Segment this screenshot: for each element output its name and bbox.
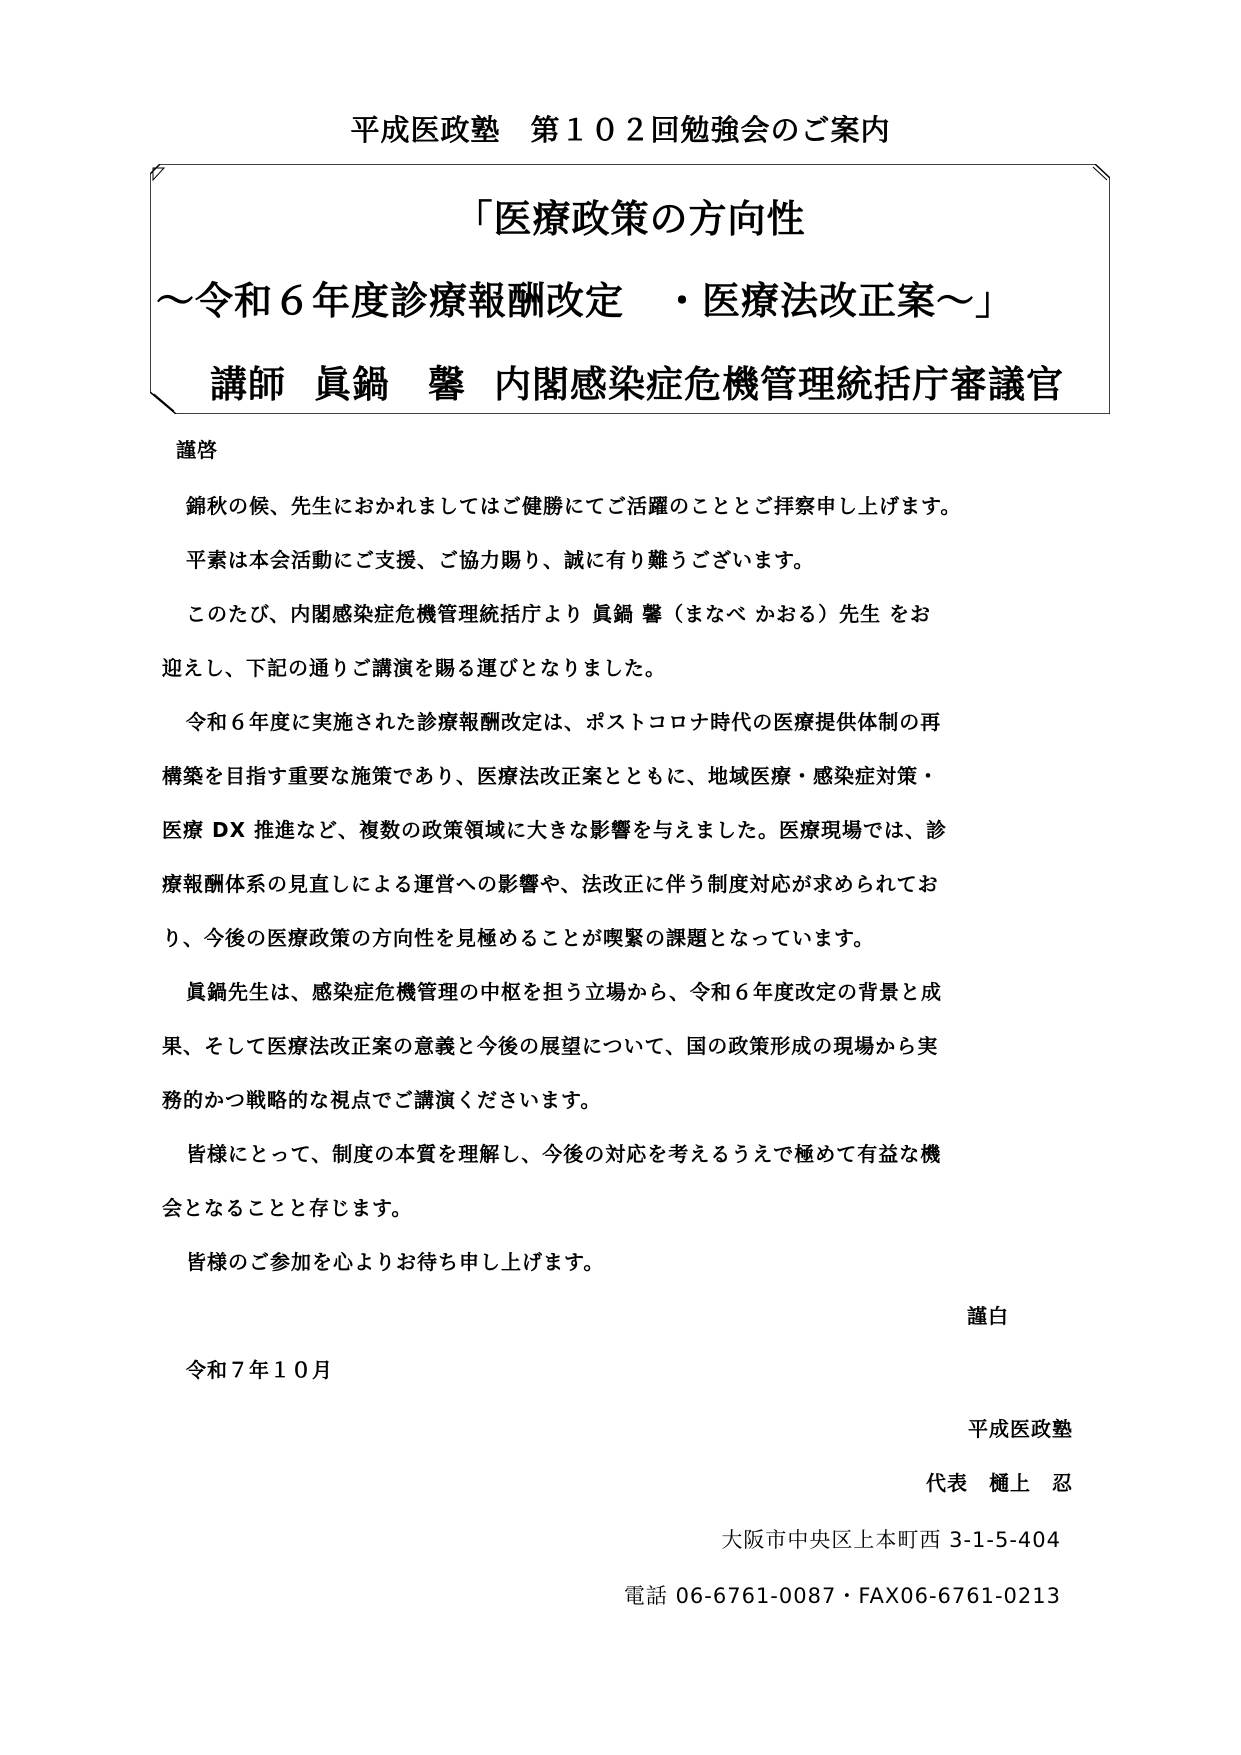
sender-organization: 平成医政塾 bbox=[968, 1417, 1073, 1441]
letter-closing: 謹白 bbox=[967, 1304, 1009, 1328]
letter-line: 務的かつ戦略的な視点でご講演くださいます。 bbox=[162, 1088, 602, 1112]
sender-contact: 電話 06-6761-0087・FAX06-6761-0213 bbox=[623, 1584, 1061, 1608]
letter-date: 令和７年１０月 bbox=[186, 1358, 333, 1382]
letter-opening: 謹啓 bbox=[176, 438, 218, 462]
lecturer-label: 講師 bbox=[210, 363, 286, 406]
letter-line: 迎えし、下記の通りご講演を賜る運びとなりました。 bbox=[162, 656, 666, 680]
letter-line: 眞鍋先生は、感染症危機管理の中枢を担う立場から、令和６年度改定の背景と成 bbox=[186, 980, 942, 1004]
title-line-2: ～令和６年度診療報酬改定 ・医療法改正案～」 bbox=[156, 279, 1015, 323]
letter-line: 療報酬体系の見直しによる運営への影響や、法改正に伴う制度対応が求められてお bbox=[162, 872, 939, 896]
sender-address: 大阪市中央区上本町西 3-1-5-404 bbox=[721, 1528, 1061, 1552]
letter-line: 皆様のご参加を心よりお待ち申し上げます。 bbox=[186, 1250, 605, 1274]
lecturer-name: 眞鍋 馨 bbox=[314, 363, 466, 406]
letter-line: 平素は本会活動にご支援、ご協力賜り、誠に有り難うございます。 bbox=[186, 548, 815, 572]
letter-line: 会となることと存じます。 bbox=[162, 1196, 413, 1220]
letter-line: このたび、内閣感染症危機管理統括庁より 眞鍋 馨（まなべ かおる）先生 をお bbox=[186, 602, 932, 626]
page-heading: 平成医政塾 第１０２回勉強会のご案内 bbox=[350, 113, 891, 147]
letter-line: 果、そして医療法改正案の意義と今後の展望について、国の政策形成の現場から実 bbox=[162, 1034, 939, 1058]
title-box bbox=[150, 164, 1110, 414]
letter-line: 医療 DX 推進など、複数の政策領域に大きな影響を与えました。医療現場では、診 bbox=[162, 818, 947, 842]
letter-line: 錦秋の候、先生におかれましてはご健勝にてご活躍のこととご拝察申し上げます。 bbox=[186, 494, 962, 518]
sender-representative: 代表 樋上 忍 bbox=[926, 1471, 1073, 1495]
letter-line: 令和６年度に実施された診療報酬改定は、ポストコロナ時代の医療提供体制の再 bbox=[186, 710, 942, 734]
letter-line: 構築を目指す重要な施策であり、医療法改正案とともに、地域医療・感染症対策・ bbox=[162, 764, 939, 788]
lecturer-line bbox=[210, 354, 1064, 408]
letter-line: り、今後の医療政策の方向性を見極めることが喫緊の課題となっています。 bbox=[162, 926, 875, 950]
lecturer-position: 内閣感染症危機管理統括庁審議官 bbox=[494, 363, 1064, 406]
letter-line: 皆様にとって、制度の本質を理解し、今後の対応を考えるうえで極めて有益な機 bbox=[186, 1142, 942, 1166]
title-line-1: 「医療政策の方向性 bbox=[454, 197, 806, 241]
